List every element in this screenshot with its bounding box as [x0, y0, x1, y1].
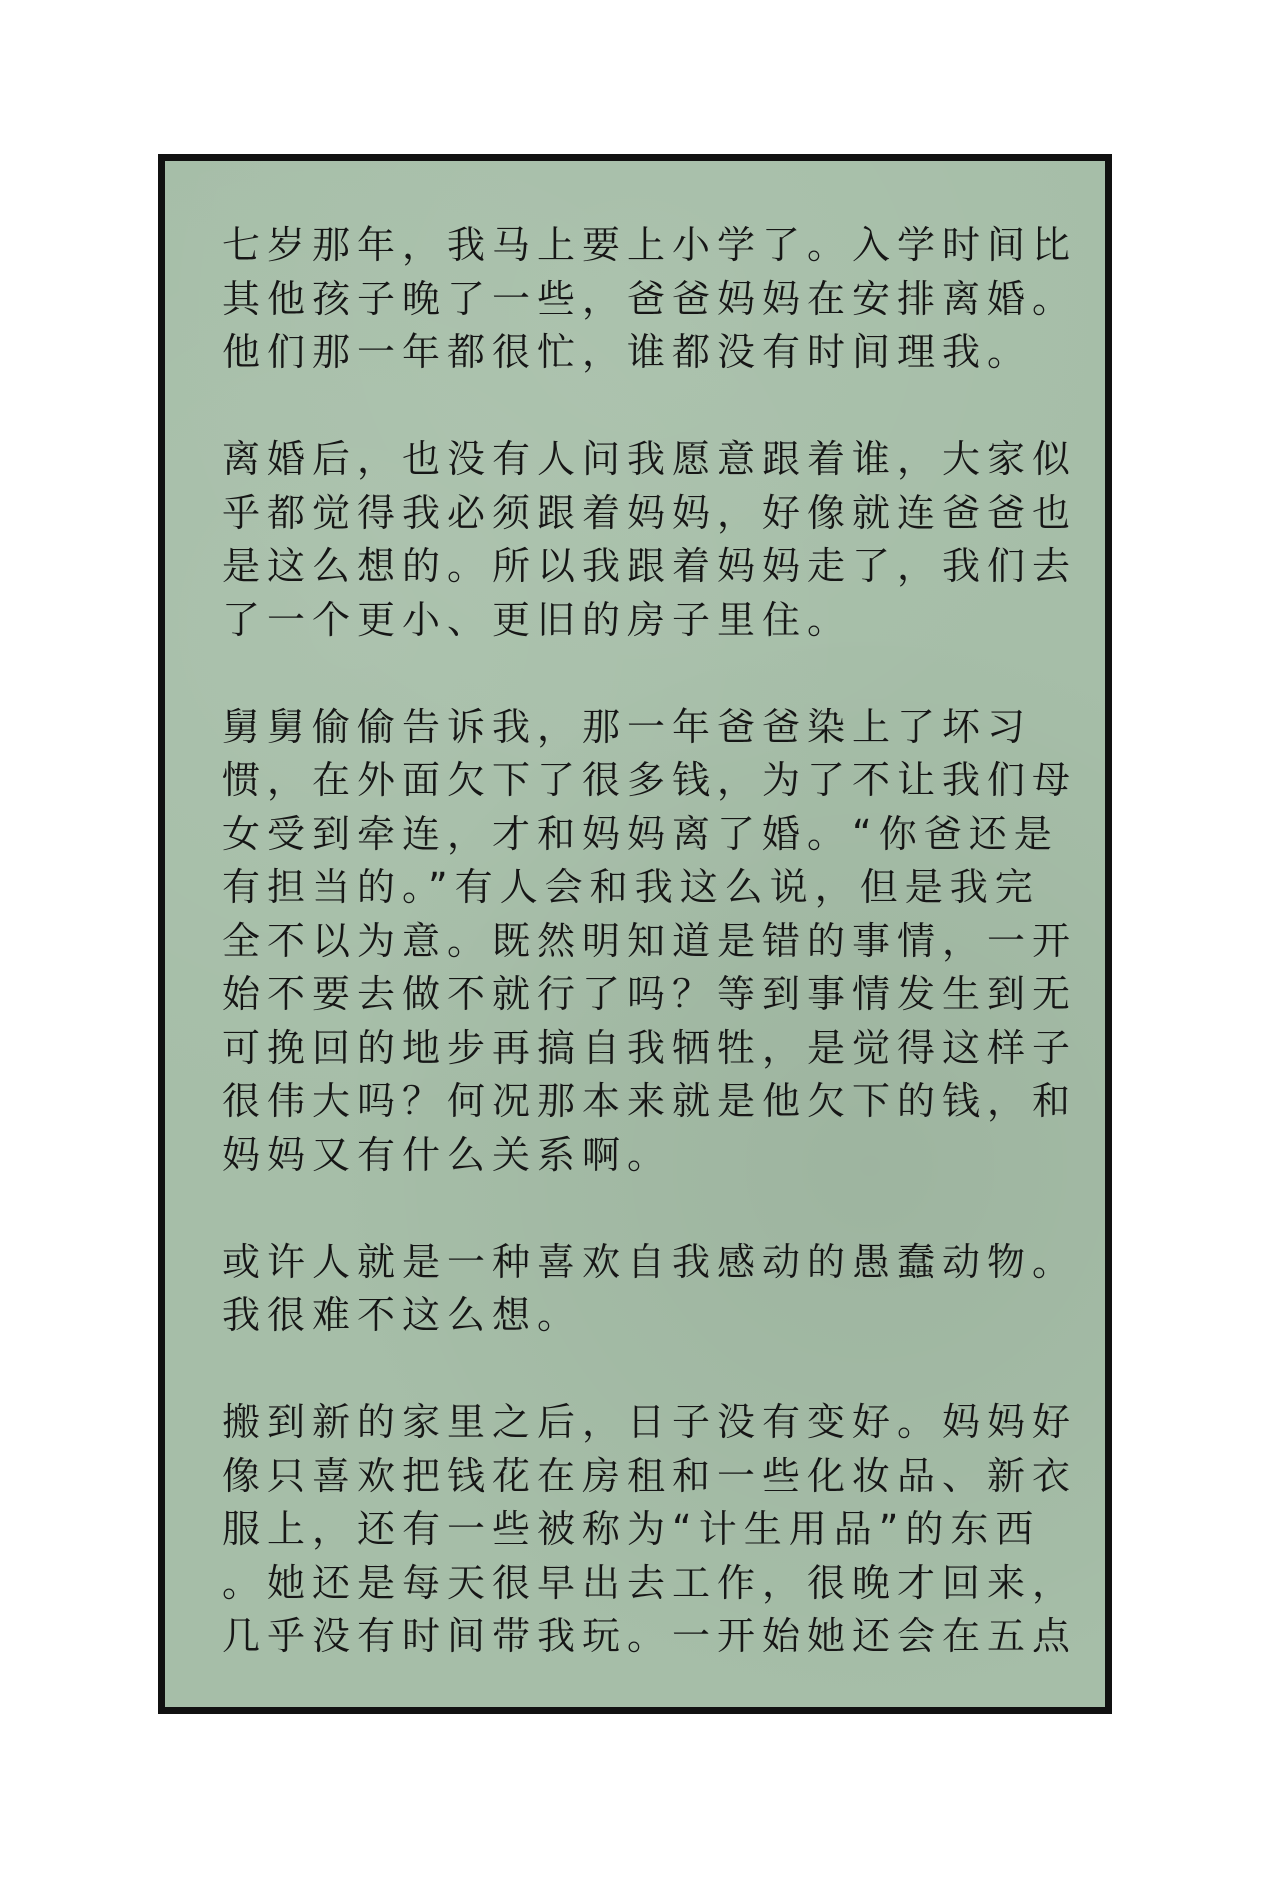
text-line: 。她还是每天很早出去工作，很晚才回来， — [222, 1560, 1078, 1605]
text-line: 离婚后，也没有人问我愿意跟着谁，大家似 — [222, 437, 1078, 481]
text-line: 七岁那年，我马上要上小学了。入学时间比 — [222, 223, 1078, 267]
text-line: 有担当的。”有人会和我这么说，但是我完 — [222, 865, 1040, 909]
text-line: 像只喜欢把钱花在房租和一些化妆品、新衣 — [222, 1453, 1078, 1498]
paragraph-gap — [222, 380, 1072, 434]
text-line: 可挽回的地步再搞自我牺牲，是觉得这样子 — [222, 1025, 1078, 1070]
text-line: 其他孩子晚了一些，爸爸妈妈在安排离婚。 — [222, 276, 1078, 321]
text-line: 女受到牵连，才和妈妈离了婚。“你爸还是 — [222, 811, 1059, 856]
text-line: 舅舅偷偷告诉我，那一年爸爸染上了坏习 — [222, 704, 1033, 749]
text-line: 很伟大吗？何况那本来就是他欠下的钱，和 — [222, 1079, 1078, 1123]
text-line: 服上，还有一些被称为“计生用品”的东西 — [222, 1507, 1041, 1551]
text-line: 或许人就是一种喜欢自我感动的愚蠢动物。 — [222, 1239, 1078, 1284]
paragraph-3 — [222, 701, 1078, 1183]
text-line: 了一个更小、更旧的房子里住。 — [222, 597, 853, 642]
text-line: 乎都觉得我必须跟着妈妈，好像就连爸爸也 — [222, 490, 1078, 535]
paragraph-4 — [222, 1236, 1078, 1343]
text-line: 我很难不这么想。 — [222, 1293, 583, 1337]
text-line: 他们那一年都很忙，谁都没有时间理我。 — [222, 330, 1033, 374]
text-line: 始不要去做不就行了吗？等到事情发生到无 — [222, 972, 1078, 1016]
paragraph-5 — [222, 1396, 1078, 1664]
text-line: 妈妈又有什么关系啊。 — [222, 1132, 673, 1177]
story-text — [222, 219, 1078, 1664]
text-line: 几乎没有时间带我玩。一开始她还会在五点 — [222, 1614, 1078, 1658]
story-panel — [158, 154, 1112, 1714]
text-line: 全不以为意。既然明知道是错的事情，一开 — [222, 918, 1078, 963]
paragraph-gap — [222, 1343, 1072, 1397]
paragraph-2 — [222, 433, 1078, 647]
text-line: 是这么想的。所以我跟着妈妈走了，我们去 — [222, 544, 1078, 588]
text-line: 搬到新的家里之后，日子没有变好。妈妈好 — [222, 1400, 1078, 1444]
paragraph-gap — [222, 647, 1072, 701]
paragraph-gap — [222, 1182, 1072, 1236]
paragraph-1 — [222, 219, 1078, 380]
text-line: 惯，在外面欠下了很多钱，为了不让我们母 — [222, 758, 1078, 802]
